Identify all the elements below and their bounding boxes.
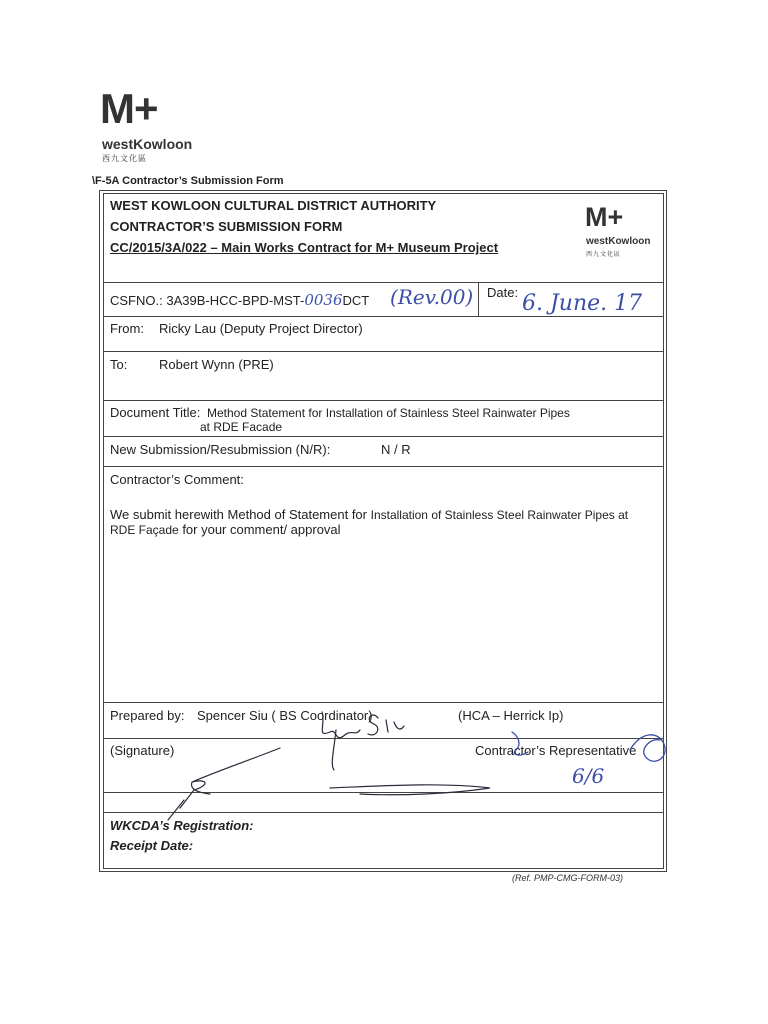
comment-line1-a: We submit herewith Method of Statement for <box>110 507 371 522</box>
divider-header <box>103 282 664 283</box>
signature-marks <box>150 690 680 830</box>
form-label: \F-5A Contractor’s Submission Form <box>92 175 284 187</box>
registration-label: WKCDA’s Registration: <box>110 818 254 833</box>
to-value: Robert Wynn (PRE) <box>159 357 274 372</box>
comment-label: Contractor’s Comment: <box>110 472 244 487</box>
hca-value: (HCA – Herrick Ip) <box>458 708 564 723</box>
date-handwritten: 6. June. 17 <box>522 291 643 316</box>
doc-title-line1: Method Statement for Installation of Stainless Steel Rainwater Pipes <box>207 406 570 420</box>
csfno-field <box>110 291 369 309</box>
form-reference: (Ref. PMP-CMG-FORM-03) <box>512 873 623 883</box>
revision-handwritten: (Rev.00) <box>390 285 474 309</box>
submission-label: New Submission/Resubmission (N/R): <box>110 442 331 457</box>
comment-line2-b: for your comment/ approval <box>178 522 341 537</box>
header-logo-chinese: 西九文化區 <box>586 252 622 258</box>
comment-line2 <box>110 522 341 537</box>
logo-mark: M+ <box>100 85 158 132</box>
csfno-suffix: DCT <box>342 293 370 308</box>
to-label: To: <box>110 357 128 372</box>
contractor-rep-label: Contractor’s Representative <box>475 743 637 758</box>
divider-date <box>478 282 479 316</box>
prepared-label: Prepared by: <box>110 708 185 723</box>
signature-stroke-left <box>168 748 280 820</box>
submission-value: N / R <box>381 442 411 457</box>
doc-title-line2: at RDE Facade <box>200 420 283 434</box>
csfno-handwritten-number: 0036 <box>304 291 343 309</box>
doc-title-label: Document Title: <box>110 405 201 420</box>
logo-name: westKowloon <box>102 136 193 152</box>
header-contract: CC/2015/3A/022 – Main Works Contract for M+ Museum Project <box>110 240 499 255</box>
header-authority: WEST KOWLOON CULTURAL DISTRICT AUTHORITY <box>110 198 437 213</box>
header-logo-name: westKowloon <box>586 236 651 247</box>
signature-stroke-long <box>330 785 490 795</box>
rep-handwritten-date: 6/6 <box>572 764 605 788</box>
rep-initial-mark <box>512 732 528 755</box>
divider-title <box>103 436 664 437</box>
header-logo-mark: M+ <box>585 202 624 232</box>
coordinator-initials <box>368 715 404 735</box>
receipt-date-label: Receipt Date: <box>110 838 194 853</box>
prepared-value: Spencer Siu ( BS Coordinator) <box>197 708 373 723</box>
date-label: Date: <box>487 285 519 300</box>
header-form-title: CONTRACTOR’S SUBMISSION FORM <box>110 219 343 234</box>
from-value: Ricky Lau (Deputy Project Director) <box>159 321 363 336</box>
divider-csfno <box>103 316 664 317</box>
from-label: From: <box>110 321 144 336</box>
signature-label: (Signature) <box>110 743 175 758</box>
divider-to <box>103 400 664 401</box>
comment-line1-b: Installation of Stainless Steel Rainwater Pipes at <box>370 508 629 522</box>
csfno-prefix: CSFNO.: 3A39B-HCC-BPD-MST- <box>110 293 305 308</box>
comment-line2-a: RDE Façade <box>110 523 179 537</box>
divider-submission <box>103 466 664 467</box>
comment-line1 <box>110 507 628 522</box>
logo-chinese: 西九文化區 <box>102 154 147 163</box>
rep-signature <box>630 735 665 761</box>
divider-from <box>103 351 664 352</box>
coordinator-signature <box>322 712 360 770</box>
